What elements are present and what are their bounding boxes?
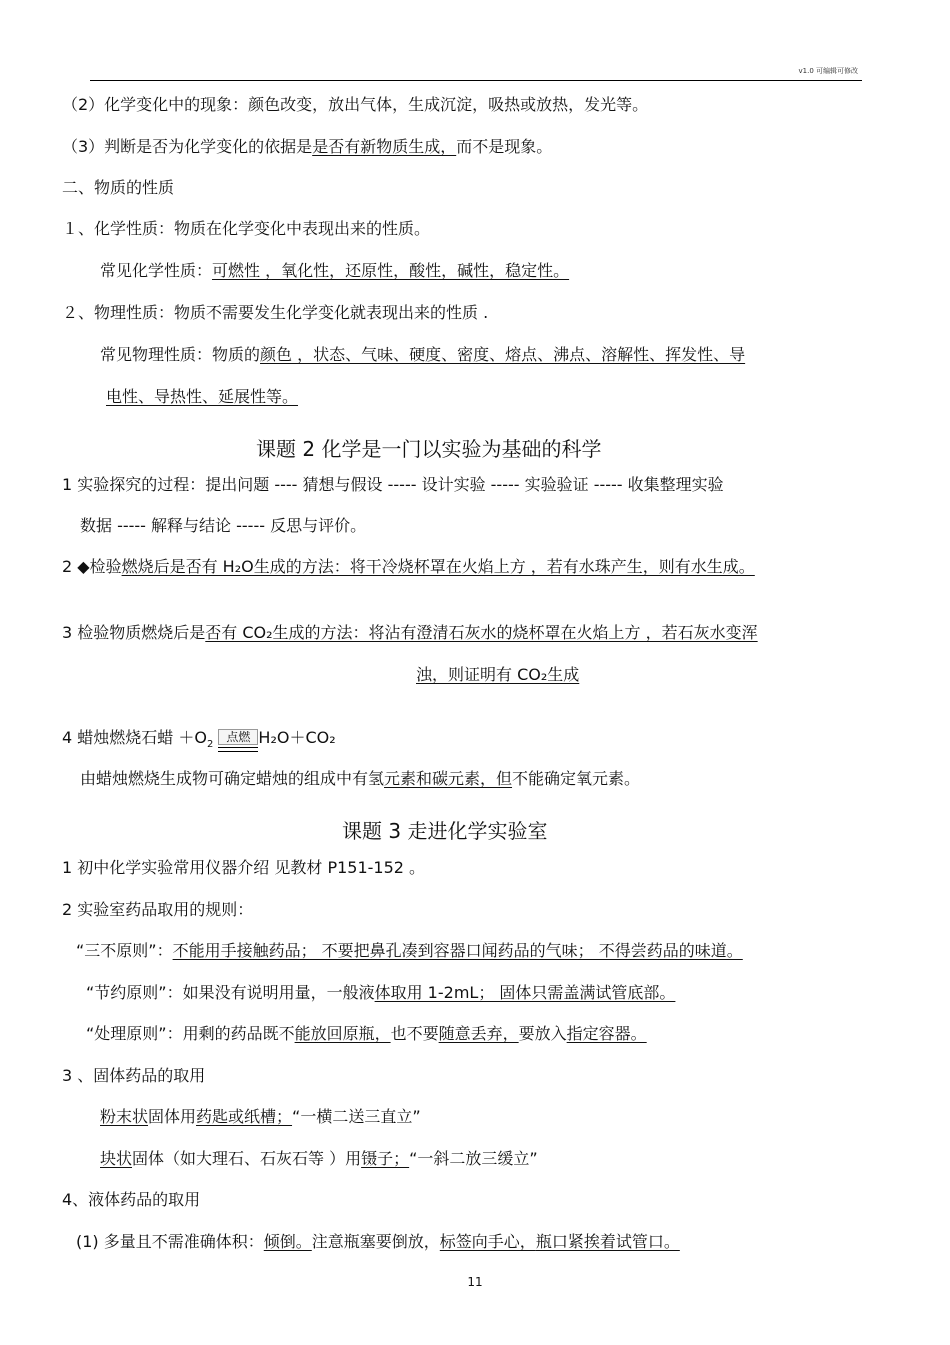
text: 而不是现象。 — [456, 137, 553, 156]
text: 也不要 — [390, 1024, 439, 1043]
underlined-text: 药匙或纸槽； — [196, 1107, 293, 1126]
line-physical-property-def: ２、物理性质：物质不需要发生化学变化就表现出来的性质 . — [62, 303, 489, 322]
section-title-topic-3: 课题 3 走进化学实验室 — [342, 819, 548, 843]
line-powder-solid — [100, 1106, 421, 1128]
text: “处理原则”：用剩的药品既不 — [86, 1024, 295, 1043]
line-candle-equation — [62, 727, 336, 752]
underlined-text: 否有 CO₂生成的方法：将沾有澄清石灰水的烧杯罩在火焰上方 ，若石灰水变浑 — [205, 623, 758, 642]
line-chemical-change-criterion — [62, 136, 552, 158]
text: 3 检验物质燃烧后是 — [62, 623, 206, 642]
line-lump-solid — [100, 1148, 538, 1170]
line-economy-principle — [86, 982, 675, 1004]
line-three-nots — [76, 940, 743, 962]
text: （3）判断是否为化学变化的依据是 — [62, 137, 313, 156]
products: H₂O＋CO₂ — [258, 728, 336, 747]
underlined-text: 颜色 ，状态、气味、硬度、密度、熔点、沸点、溶解性、挥发性、导 — [260, 345, 746, 364]
underlined-text: 瓶口紧挨着试管口。 — [535, 1232, 680, 1251]
underlined-text: 体取用 1-2mL； 固体只需盖满试管底部。 — [374, 983, 676, 1002]
line-common-physical-properties — [100, 344, 745, 366]
section-heading-properties: 二、物质的性质 — [62, 178, 175, 197]
text: 要放入 — [518, 1024, 567, 1043]
underlined-text: 不能用手接触药品； 不要把鼻孔凑到容器口闻药品的气味； 不得尝药品的味道。 — [172, 941, 743, 960]
line-chemical-change-phenomena: （2）化学变化中的现象：颜色改变，放出气体，生成沉淀，吸热或放热，发光等。 — [62, 95, 649, 114]
underlined-text: 随意丢弃， — [438, 1024, 519, 1043]
underlined-text: 镊子； — [361, 1149, 410, 1168]
text: 由蜡烛燃烧生成物可确定蜡烛的组成中有氢 — [80, 769, 385, 788]
reactants: 4 蜡烛燃烧石蜡 ＋O — [62, 728, 207, 747]
line-physical-properties-cont: 电性、导热性、延展性等。 — [106, 387, 299, 406]
line-co2-test — [62, 622, 758, 644]
text: 常见化学性质： — [100, 261, 213, 280]
text: “一斜二放三缓立” — [409, 1149, 538, 1168]
line-chemical-property-def: １、化学性质：物质在化学变化中表现出来的性质。 — [62, 219, 431, 238]
condition-ignite: 点燃 — [218, 729, 258, 745]
underlined-text: 元素和碳元素，但 — [384, 769, 513, 788]
section-title-topic-2: 课题 2 化学是一门以实验为基础的科学 — [256, 437, 602, 461]
text: 注意瓶塞要倒放， — [311, 1232, 440, 1251]
reaction-condition — [218, 729, 258, 752]
line-solid-reagent-heading: 3 、固体药品的取用 — [62, 1066, 206, 1085]
o2-subscript: 2 — [206, 739, 214, 750]
equals-sign — [218, 747, 258, 752]
text: 2 ◆检验 — [62, 557, 122, 576]
line-liquid-pouring — [76, 1231, 680, 1253]
line-candle-composition — [80, 768, 640, 790]
line-reagent-rules: 2 实验室药品取用的规则： — [62, 900, 254, 919]
text: 固体（如大理石、石灰石等 ）用 — [132, 1149, 362, 1168]
text: 固体用 — [148, 1107, 197, 1126]
underlined-text: 指定容器。 — [566, 1024, 647, 1043]
text: “一横二送三直立” — [292, 1107, 421, 1126]
line-inquiry-process-cont: 数据 ----- 解释与结论 ----- 反思与评价。 — [80, 516, 367, 535]
text: 不能确定氧元素。 — [512, 769, 641, 788]
underlined-text: 标签向手心， — [439, 1232, 536, 1251]
line-liquid-reagent-heading: 4、液体药品的取用 — [62, 1190, 201, 1209]
header-rule — [90, 80, 862, 81]
underlined-text: 倾倒。 — [263, 1232, 312, 1251]
underlined-text: 可燃性 ，氧化性，还原性，酸性，碱性，稳定性。 — [212, 261, 570, 280]
underlined-text: 粉末状 — [100, 1107, 149, 1126]
underlined-text: 能放回原瓶， — [294, 1024, 391, 1043]
line-water-test — [62, 556, 755, 578]
line-inquiry-process: 1 实验探究的过程：提出问题 ---- 猜想与假设 ----- 设计实验 ----- 实验验证 ----- 收集整理实验 — [62, 475, 724, 494]
text: 常见物理性质：物质的 — [100, 345, 261, 364]
text: “节约原则”：如果没有说明用量，一般液 — [86, 983, 375, 1002]
text: (1) 多量且不需准确体积： — [76, 1232, 264, 1251]
underlined-text: 块状 — [100, 1149, 133, 1168]
underlined-text: 是否有新物质生成， — [312, 137, 457, 156]
line-common-chemical-properties — [100, 260, 569, 282]
underlined-text: 燃烧后是否有 H₂O生成的方法：将干冷烧杯罩在火焰上方 ，若有水珠产生，则有水生成。 — [121, 557, 755, 576]
line-disposal-principle — [86, 1023, 647, 1045]
page-number: 11 — [467, 1275, 483, 1289]
text: “三不原则”： — [76, 941, 173, 960]
line-co2-test-cont: 浊，则证明有 CO₂生成 — [416, 665, 580, 684]
line-instruments: 1 初中化学实验常用仪器介绍 见教材 P151-152 。 — [62, 858, 426, 877]
page-header-version: v1.0 可编辑可修改 — [798, 67, 858, 75]
